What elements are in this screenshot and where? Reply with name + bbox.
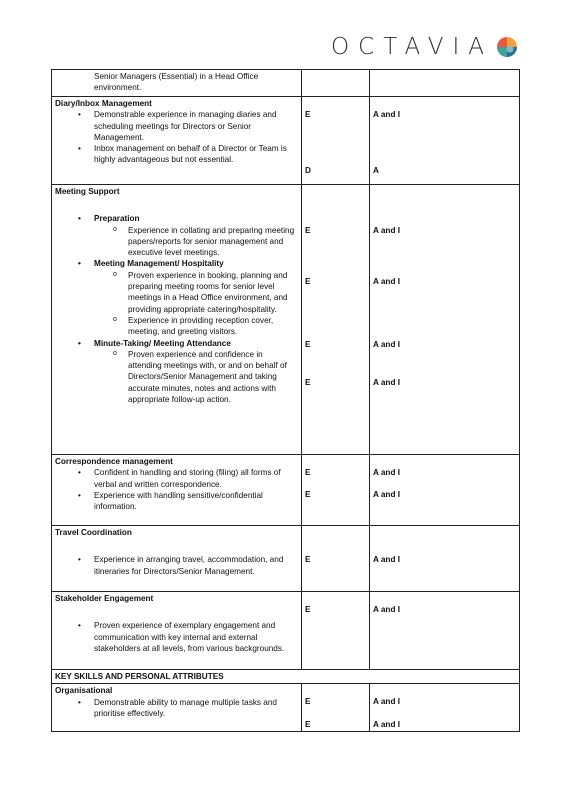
table-row <box>52 670 520 684</box>
criteria-code: D <box>305 166 311 176</box>
list-item: • Demonstrable ability to manage multiple tasks and prioritise effectively. <box>55 697 298 720</box>
criteria-code: E <box>305 377 311 387</box>
criteria-code: E <box>305 277 311 287</box>
list-item: • Inbox management on behalf of a Director or Team is highly advantageous but not essential. <box>55 143 298 166</box>
assessment-method: A and I <box>373 490 400 500</box>
criteria-table <box>51 69 520 732</box>
section-title-correspondence: Correspondence management <box>55 457 173 466</box>
list-item: o Proven experience and confidence in attending meetings with, or and on behalf of Directors/Senior Management and taking accurate minutes, notes and actions with appropriate follow-up action. <box>55 349 298 405</box>
assessment-method: A and I <box>373 468 400 477</box>
list-item: • Preparation <box>55 213 298 224</box>
table-row <box>52 185 520 455</box>
assessment-method: A <box>373 166 379 176</box>
criteria-code: E <box>305 226 311 235</box>
section-heading: KEY SKILLS AND PERSONAL ATTRIBUTES <box>52 670 520 684</box>
list-item: • Demonstrable experience in managing diaries and scheduling meetings for Directors or Senior Management. <box>55 109 298 143</box>
criteria-code: E <box>305 555 311 564</box>
assessment-method: A and I <box>373 697 400 707</box>
table-row <box>52 684 520 732</box>
table-row <box>52 526 520 592</box>
table-row <box>52 97 520 185</box>
octavia-logo <box>331 34 519 60</box>
list-item: o Proven experience in booking, planning and preparing meeting rooms for senior level meetings in a Head Office environment, and providing appropriate catering/hospitality. <box>55 270 298 315</box>
section-title-travel: Travel Coordination <box>55 528 132 537</box>
assessment-method: A and I <box>373 719 400 729</box>
assessment-method: A and I <box>373 226 400 235</box>
section-title-stakeholder: Stakeholder Engagement <box>55 594 154 603</box>
criteria-code: E <box>305 605 311 614</box>
criteria-code: E <box>305 697 311 707</box>
list-item: • Confident in handling and storing (filing) all forms of verbal and written correspondence. <box>55 467 298 490</box>
section-title-organisational: Organisational <box>55 686 113 696</box>
assessment-method: A and I <box>373 277 400 287</box>
section-title-meeting: Meeting Support <box>55 187 120 196</box>
assessment-method: A and I <box>373 339 400 349</box>
assessment-method: A and I <box>373 110 400 119</box>
assessment-method: A and I <box>373 377 400 387</box>
section-title-diary: Diary/Inbox Management <box>55 99 152 108</box>
list-item: • Minute-Taking/ Meeting Attendance <box>55 338 298 349</box>
list-item: o Experience in providing reception cover, meeting, and greeting visitors. <box>55 315 298 338</box>
criteria-code: E <box>305 468 311 477</box>
criteria-code: E <box>305 719 311 729</box>
table-row <box>52 455 520 526</box>
continuation-text: Senior Managers (Essential) in a Head Office environment. <box>94 72 259 93</box>
criteria-code: E <box>305 339 311 349</box>
list-item: • Proven experience of exemplary engagement and communication with key internal and external stakeholders at all levels, from various backgrounds. <box>55 620 298 654</box>
logo-text: OCTAVIA <box>331 34 493 60</box>
criteria-code: E <box>305 110 311 119</box>
list-item: • Experience with handling sensitive/confidential information. <box>55 490 298 513</box>
list-item: o Experience in collating and preparing meeting papers/reports for senior management and executive level meetings. <box>55 225 298 259</box>
assessment-method: A and I <box>373 555 400 564</box>
list-item: • Experience in arranging travel, accommodation, and itineraries for Directors/Senior Management. <box>55 554 298 577</box>
table-row <box>52 70 520 97</box>
list-item: • Meeting Management/ Hospitality <box>55 258 298 269</box>
octavia-logo-icon <box>495 35 519 59</box>
assessment-method: A and I <box>373 605 400 614</box>
table-row <box>52 592 520 670</box>
criteria-code: E <box>305 490 311 500</box>
